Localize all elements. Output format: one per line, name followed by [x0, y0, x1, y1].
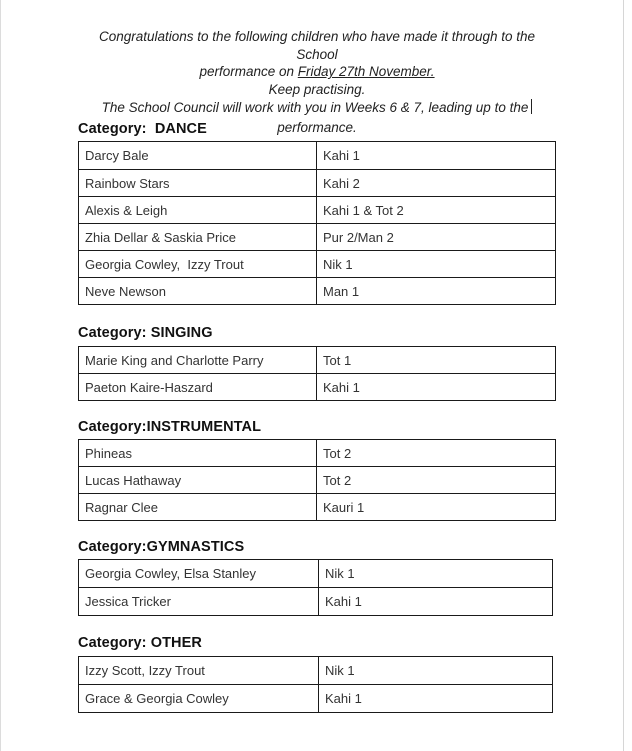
class-cell[interactable]: Kahi 2: [317, 170, 556, 197]
table-row: [79, 588, 553, 616]
category-heading-other: Category: OTHER: [78, 635, 202, 651]
class-cell[interactable]: Nik 1: [319, 560, 553, 588]
class-cell[interactable]: Kauri 1: [317, 494, 556, 521]
intro-line-2-text: performance on: [199, 64, 298, 79]
student-name-cell[interactable]: Izzy Scott, Izzy Trout: [79, 657, 319, 685]
class-cell[interactable]: Tot 2: [317, 467, 556, 494]
category-table-gymnastics: [78, 559, 553, 616]
student-name-cell[interactable]: Neve Newson: [79, 278, 317, 305]
page-right-edge: [623, 0, 632, 751]
performance-date: Friday 27th November.: [297, 64, 435, 79]
table-row: [79, 440, 556, 467]
student-name-cell[interactable]: Darcy Bale: [79, 142, 317, 170]
page-left-edge: [0, 0, 1, 751]
table-row: [79, 657, 553, 685]
category-table-dance: [78, 141, 556, 305]
table-row: [79, 347, 556, 374]
class-cell[interactable]: Tot 2: [317, 440, 556, 467]
student-name-cell[interactable]: Ragnar Clee: [79, 494, 317, 521]
table-row: [79, 251, 556, 278]
class-cell[interactable]: Pur 2/Man 2: [317, 224, 556, 251]
category-table-instrumental: [78, 439, 556, 521]
table-row: [79, 494, 556, 521]
intro-line-2: [78, 63, 556, 81]
category-heading-singing: Category: SINGING: [78, 325, 213, 341]
class-cell[interactable]: Nik 1: [319, 657, 553, 685]
table-row: [79, 374, 556, 401]
class-cell[interactable]: Kahi 1: [319, 685, 553, 713]
student-name-cell[interactable]: Zhia Dellar & Saskia Price: [79, 224, 317, 251]
intro-line-3: Keep practising.: [268, 81, 366, 97]
intro-line-4[interactable]: [78, 98, 556, 117]
table-row: [79, 170, 556, 197]
class-cell[interactable]: Nik 1: [317, 251, 556, 278]
student-name-cell[interactable]: Georgia Cowley, Elsa Stanley: [79, 560, 319, 588]
intro-line-5: performance.: [277, 120, 357, 135]
table-row: [79, 142, 556, 170]
category-table-other: [78, 656, 553, 713]
category-heading-instrumental: Category:INSTRUMENTAL: [78, 419, 262, 435]
class-cell[interactable]: Kahi 1: [319, 588, 553, 616]
intro-line-1: Congratulations to the following children who have made it through to the School: [98, 29, 536, 62]
table-row: [79, 685, 553, 713]
category-heading-gymnastics: Category:GYMNASTICS: [78, 539, 245, 555]
table-row: [79, 560, 553, 588]
student-name-cell[interactable]: Lucas Hathaway: [79, 467, 317, 494]
student-name-cell[interactable]: Alexis & Leigh: [79, 197, 317, 224]
student-name-cell[interactable]: Georgia Cowley, Izzy Trout: [79, 251, 317, 278]
student-name-cell[interactable]: Grace & Georgia Cowley: [79, 685, 319, 713]
class-cell[interactable]: Tot 1: [317, 347, 556, 374]
class-cell[interactable]: Kahi 1 & Tot 2: [317, 197, 556, 224]
class-cell[interactable]: Kahi 1: [317, 142, 556, 170]
text-cursor: [531, 99, 532, 114]
category-table-singing: [78, 346, 556, 401]
table-row: [79, 224, 556, 251]
table-row: [79, 467, 556, 494]
student-name-cell[interactable]: Jessica Tricker: [79, 588, 319, 616]
student-name-cell[interactable]: Phineas: [79, 440, 317, 467]
intro-line-4-text: The School Council will work with you in Weeks 6 & 7, leading up to the: [101, 100, 529, 115]
table-row: [79, 197, 556, 224]
student-name-cell[interactable]: Marie King and Charlotte Parry: [79, 347, 317, 374]
category-heading-dance: Category: DANCE: [78, 121, 207, 137]
student-name-cell[interactable]: Rainbow Stars: [79, 170, 317, 197]
table-row: [79, 278, 556, 305]
class-cell[interactable]: Kahi 1: [317, 374, 556, 401]
class-cell[interactable]: Man 1: [317, 278, 556, 305]
student-name-cell[interactable]: Paeton Kaire-Haszard: [79, 374, 317, 401]
